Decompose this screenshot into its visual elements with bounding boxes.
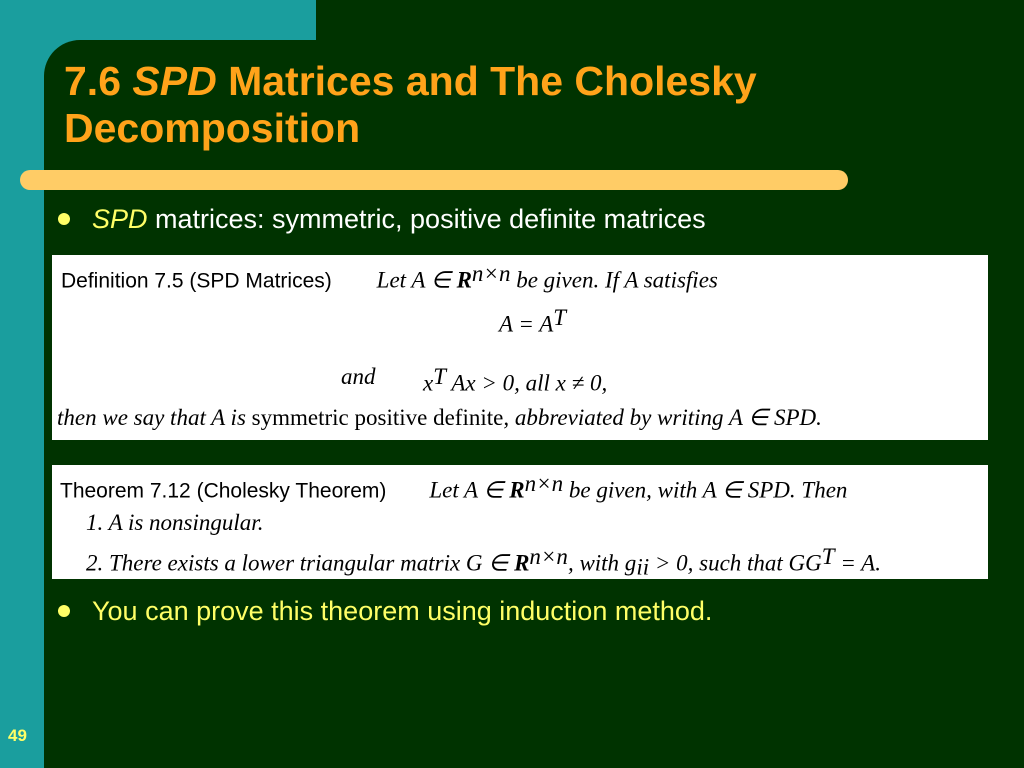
bullet-spd-definition bbox=[58, 203, 706, 235]
definition-eq1-sup: T bbox=[553, 305, 567, 330]
theorem-intro: Let A ∈ bbox=[429, 477, 510, 503]
definition-intro: Let A ∈ bbox=[376, 267, 457, 293]
definition-eq2-sup: T bbox=[433, 364, 447, 389]
theorem-item-1: 1. A is nonsingular. bbox=[86, 510, 264, 535]
bullet-text: You can prove this theorem using induction method. bbox=[92, 596, 713, 626]
slide-title bbox=[64, 58, 984, 152]
definition-set: R bbox=[456, 267, 472, 293]
theorem-item-2-sup2: T bbox=[821, 544, 835, 569]
theorem-set-sup: n×n bbox=[524, 471, 564, 496]
theorem-item-2-sub: ii bbox=[636, 554, 650, 579]
theorem-intro-rest: be given, with A ∈ SPD. Then bbox=[563, 477, 848, 503]
bullet-induction-note bbox=[58, 595, 712, 627]
definition-label: Definition 7.5 (SPD Matrices) bbox=[61, 269, 332, 293]
definition-set-sup: n×n bbox=[471, 261, 511, 286]
bullet-dot-icon bbox=[58, 213, 70, 225]
theorem-item-2c: > 0, such that GG bbox=[649, 550, 822, 576]
definition-conclusion-a: then we say that A is bbox=[57, 405, 252, 430]
theorem-item-2-set: R bbox=[514, 550, 530, 576]
theorem-item-2-sup: n×n bbox=[529, 544, 568, 569]
definition-equation-positive: Ax > 0, all x ≠ 0, bbox=[446, 370, 608, 396]
theorem-label: Theorem 7.12 (Cholesky Theorem) bbox=[60, 479, 387, 503]
theorem-set: R bbox=[509, 477, 525, 503]
theorem-item-2d: = A. bbox=[834, 550, 881, 576]
theorem-item-2b: , with g bbox=[567, 550, 637, 576]
title-rest: Matrices and The Cholesky Decomposition bbox=[64, 58, 757, 151]
title-prefix: 7.6 bbox=[64, 58, 133, 104]
definition-and: and bbox=[341, 364, 376, 389]
theorem-item-2a: 2. There exists a lower triangular matrix G ∈ bbox=[86, 550, 515, 576]
bullet-dot-icon bbox=[58, 605, 70, 617]
page-number: 49 bbox=[8, 726, 27, 745]
definition-conclusion-term: symmetric positive definite bbox=[251, 405, 504, 430]
theorem-box bbox=[52, 465, 988, 579]
definition-conclusion-c: , abbreviated by writing A ∈ SPD. bbox=[503, 405, 822, 430]
definition-equation-symmetric: A = A bbox=[499, 311, 554, 337]
definition-eq2-x: x bbox=[423, 370, 434, 396]
title-emphasis: SPD bbox=[132, 58, 217, 104]
bullet-text: matrices: symmetric, positive definite matrices bbox=[147, 204, 706, 234]
title-underline-bar bbox=[20, 170, 848, 190]
bullet-emphasis: SPD bbox=[92, 204, 148, 234]
definition-box bbox=[52, 255, 988, 440]
definition-intro-rest: be given. If A satisfies bbox=[510, 267, 718, 293]
top-background-band bbox=[316, 0, 1024, 40]
